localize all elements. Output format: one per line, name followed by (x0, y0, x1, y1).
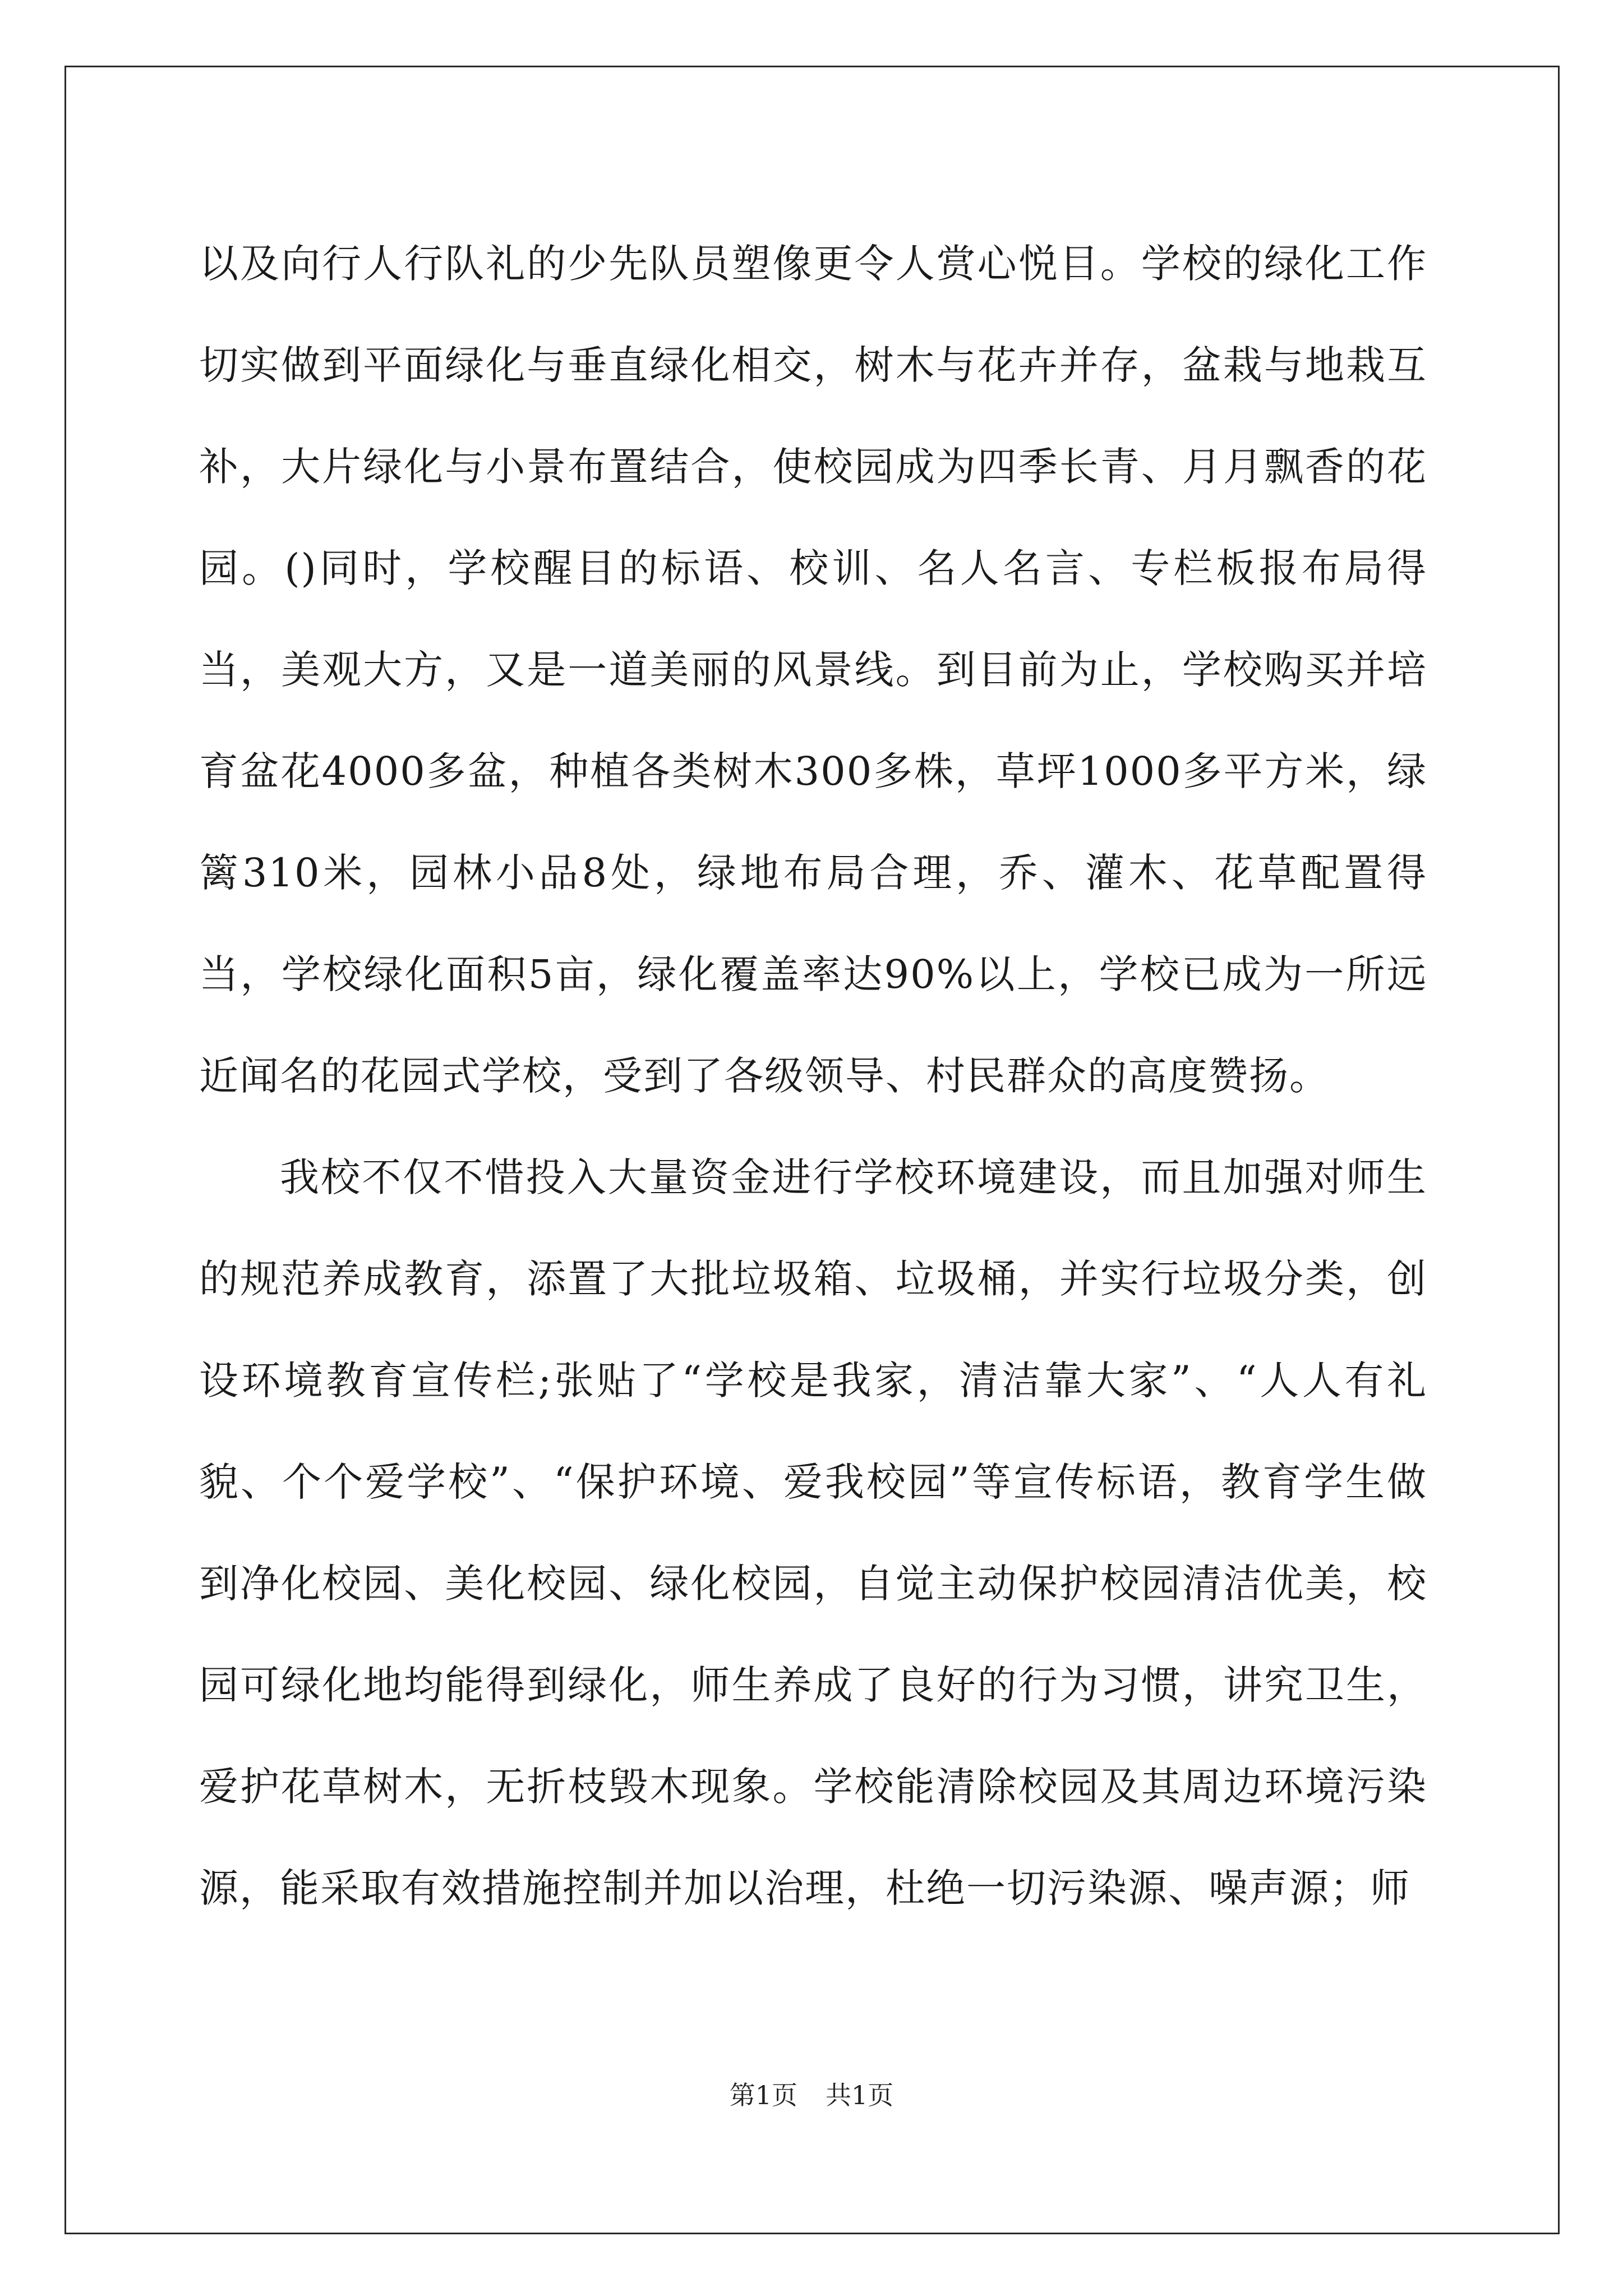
page-total: 共1页 (826, 2080, 894, 2110)
paragraph-1: 以及向行人行队礼的少先队员塑像更令人赏心悦目。学校的绿化工作切实做到平面绿化与垂直绿化相交，树木与花卉并存，盆栽与地栽互补，大片绿化与小景布置结合，使校园成为四季长青、月月飘香的花园。()同时，学校醒目的标语、校训、名人名言、专栏板报布局得当，美观大方，又是一道美丽的风景线。到目前为止，学校购买并培育盆花4000多盆，种植各类树木300多株，草坪1000多平方米，绿篱310米，园林小品8处，绿地布局合理，乔、灌木、花草配置得当，学校绿化面积5亩，绿化覆盖率达90%以上，学校已成为一所远近闻名的花园式学校，受到了各级领导、村民群众的高度赞扬。 (199, 241, 1427, 1099)
paragraph-2: 我校不仅不惜投入大量资金进行学校环境建设，而且加强对师生的规范养成教育，添置了大批垃圾箱、垃圾桶，并实行垃圾分类，创设环境教育宣传栏;张贴了“学校是我家，清洁靠大家”、“人人有礼貌、个个爱学校”、“保护环境、爱我校园”等宣传标语，教育学生做到净化校园、美化校园、绿化校园，自觉主动保护校园清洁优美，校园可绿化地均能得到绿化，师生养成了良好的行为习惯，讲究卫生，爱护花草树木，无折枝毁木现象。学校能清除校园及其周边环境污染源，能采取有效措施控制并加以治理，杜绝一切污染源、噪声源；师 (199, 1154, 1427, 1911)
page-footer (0, 2078, 1623, 2112)
page-number: 第1页 (729, 2080, 797, 2110)
document-body (199, 213, 1427, 1939)
